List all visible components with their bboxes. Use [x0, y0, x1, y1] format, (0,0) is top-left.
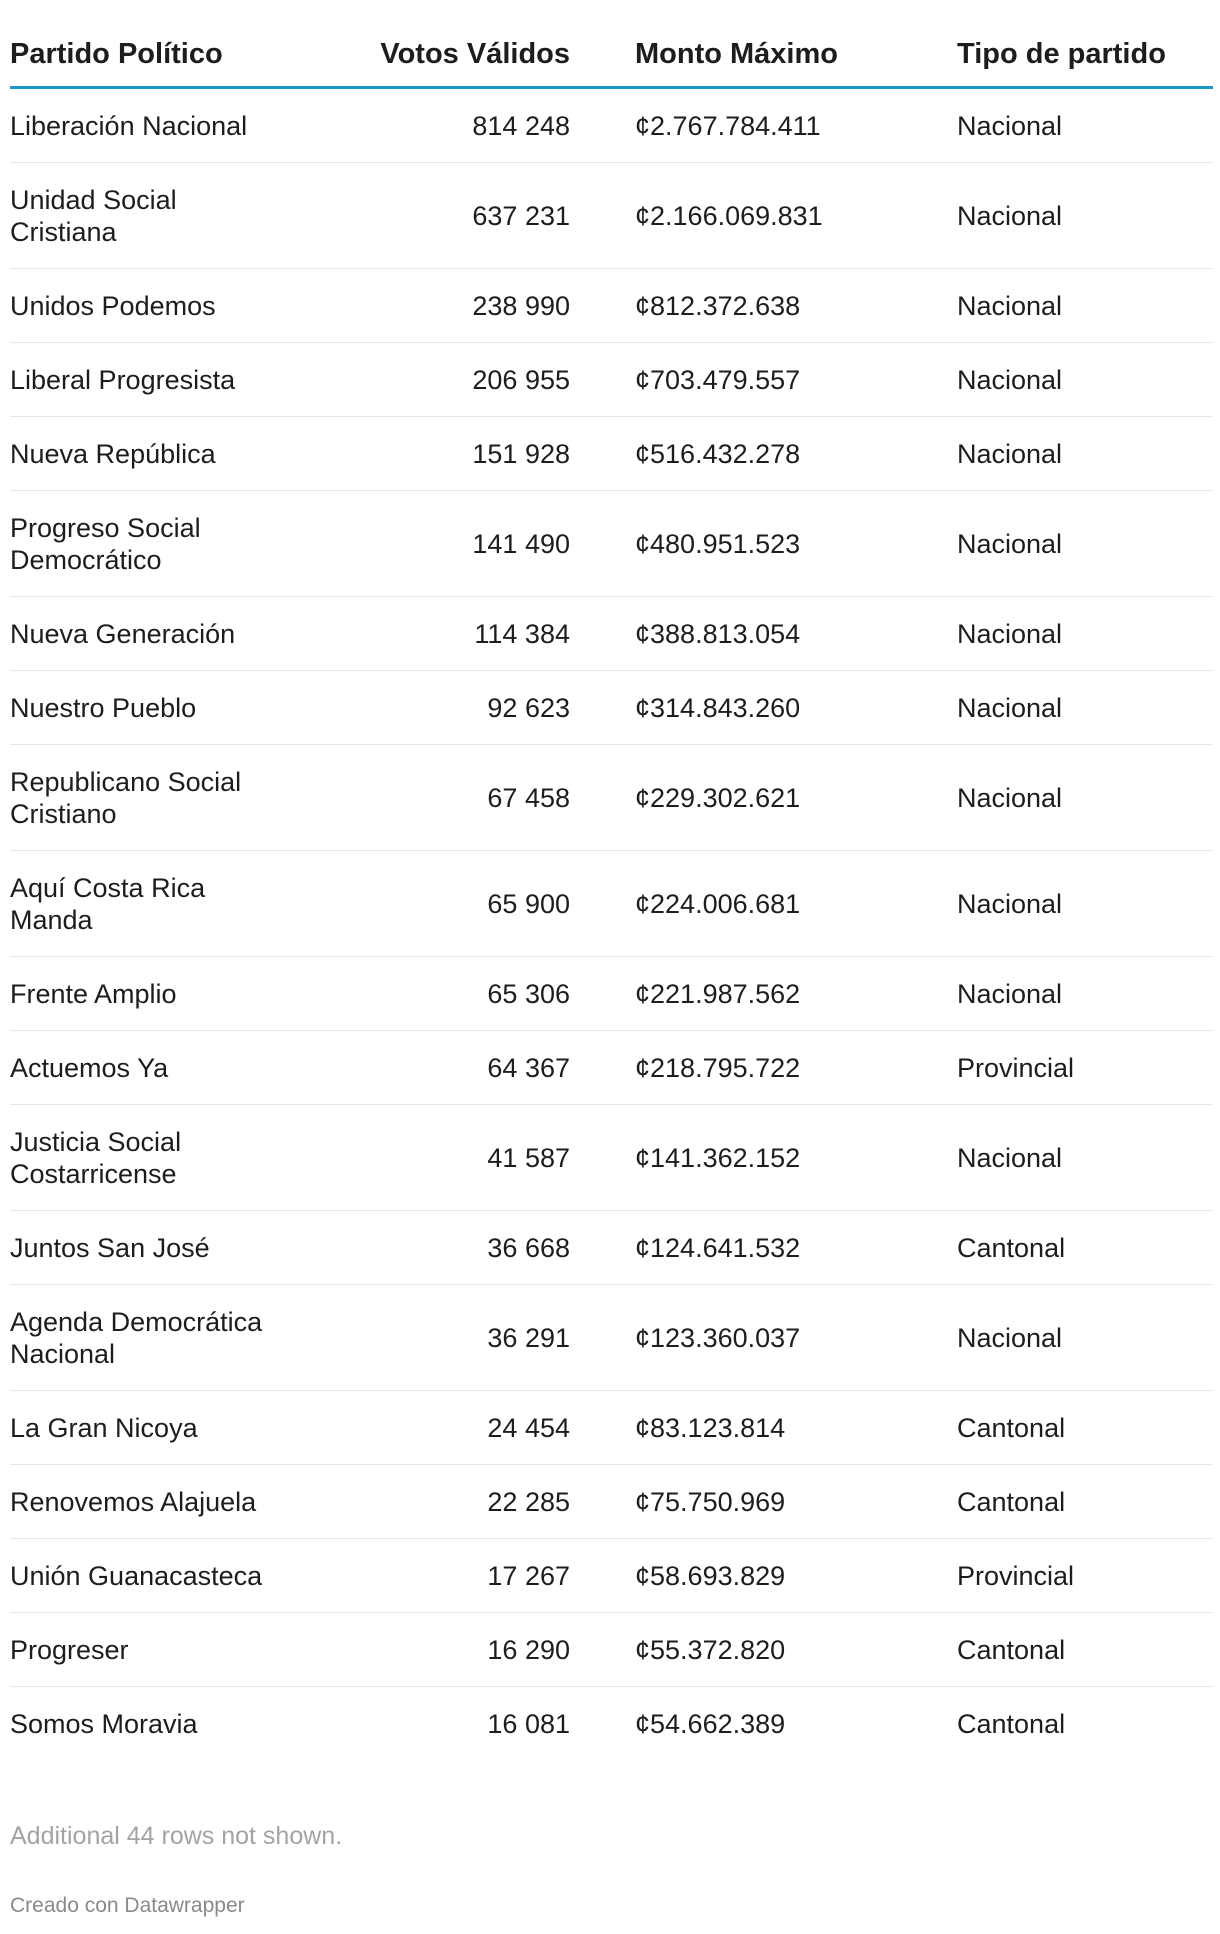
cell-partido: La Gran Nicoya: [10, 1391, 290, 1465]
table-row: [10, 1285, 1213, 1391]
table-row: [10, 671, 1213, 745]
cell-partido: Nueva Generación: [10, 597, 290, 671]
cell-monto: ¢123.360.037: [570, 1285, 957, 1391]
table-row: [10, 1031, 1213, 1105]
cell-votos: 814 248: [290, 88, 570, 163]
table-row: [10, 1391, 1213, 1465]
cell-votos: 41 587: [290, 1105, 570, 1211]
cell-tipo: Nacional: [957, 851, 1213, 957]
cell-partido: Republicano Social Cristiano: [10, 745, 290, 851]
cell-tipo: Nacional: [957, 1105, 1213, 1211]
cell-votos: 141 490: [290, 491, 570, 597]
table-row: [10, 491, 1213, 597]
cell-tipo: Nacional: [957, 163, 1213, 269]
table-row: [10, 745, 1213, 851]
cell-monto: ¢218.795.722: [570, 1031, 957, 1105]
cell-partido: Justicia Social Costarricense: [10, 1105, 290, 1211]
cell-partido: Progreso Social Democrático: [10, 491, 290, 597]
datawrapper-credit[interactable]: Creado con Datawrapper: [10, 1894, 245, 1917]
cell-votos: 17 267: [290, 1539, 570, 1613]
cell-tipo: Nacional: [957, 745, 1213, 851]
table-row: [10, 1465, 1213, 1539]
cell-monto: ¢812.372.638: [570, 269, 957, 343]
cell-monto: ¢221.987.562: [570, 957, 957, 1031]
cell-partido: Somos Moravia: [10, 1708, 198, 1739]
cell-votos: 16 081: [487, 1708, 570, 1739]
cell-monto: ¢124.641.532: [570, 1211, 957, 1285]
table-body: [10, 88, 1213, 1761]
cell-monto: ¢516.432.278: [570, 417, 957, 491]
table-row: [10, 851, 1213, 957]
cell-partido: Unión Guanacasteca: [10, 1539, 290, 1613]
cell-monto: ¢314.843.260: [570, 671, 957, 745]
header-row: [10, 36, 1213, 88]
cell-monto: ¢58.693.829: [570, 1539, 957, 1613]
cell-monto: ¢703.479.557: [570, 343, 957, 417]
cell-partido: Liberal Progresista: [10, 343, 290, 417]
cell-partido: Actuemos Ya: [10, 1031, 290, 1105]
table-row: [10, 597, 1213, 671]
table-row: [10, 343, 1213, 417]
cell-monto: ¢55.372.820: [570, 1613, 957, 1687]
cell-tipo: Nacional: [957, 88, 1213, 163]
cell-monto: ¢388.813.054: [570, 597, 957, 671]
cell-partido: Aquí Costa Rica Manda: [10, 851, 290, 957]
cell-tipo: Nacional: [957, 1285, 1213, 1391]
table-row: [10, 1613, 1213, 1687]
cell-monto: ¢75.750.969: [570, 1465, 957, 1539]
cell-monto: ¢480.951.523: [570, 491, 957, 597]
cell-tipo: Cantonal: [957, 1613, 1213, 1687]
table-row: [10, 1211, 1213, 1285]
cell-monto: ¢83.123.814: [570, 1391, 957, 1465]
cell-partido: Agenda Democrática Nacional: [10, 1285, 290, 1391]
table-header: [10, 36, 1213, 88]
cell-tipo: Nacional: [957, 417, 1213, 491]
cell-tipo: Nacional: [957, 671, 1213, 745]
cell-monto: ¢2.767.784.411: [570, 88, 957, 163]
table-row: [10, 1105, 1213, 1211]
table-row: [10, 88, 1213, 163]
cell-votos: 114 384: [290, 597, 570, 671]
cell-tipo: Cantonal: [957, 1211, 1213, 1285]
cell-monto: ¢54.662.389: [635, 1708, 786, 1739]
cell-tipo: Nacional: [957, 597, 1213, 671]
table-row: [10, 269, 1213, 343]
cell-votos: 16 290: [290, 1613, 570, 1687]
table-row: [10, 163, 1213, 269]
cell-partido: Frente Amplio: [10, 957, 290, 1031]
cell-partido: Unidos Podemos: [10, 269, 290, 343]
cell-partido: Unidad Social Cristiana: [10, 163, 290, 269]
cell-votos: 22 285: [290, 1465, 570, 1539]
cell-votos: 24 454: [290, 1391, 570, 1465]
cell-partido: Renovemos Alajuela: [10, 1465, 290, 1539]
rows-not-shown-note: Additional 44 rows not shown.: [10, 1822, 343, 1850]
column-header-monto[interactable]: Monto Máximo: [570, 36, 957, 88]
cell-votos: 637 231: [290, 163, 570, 269]
cell-monto: ¢141.362.152: [570, 1105, 957, 1211]
cell-votos: 65 306: [290, 957, 570, 1031]
cell-votos: 65 900: [290, 851, 570, 957]
cell-tipo: Provincial: [957, 1539, 1213, 1613]
cell-votos: 206 955: [290, 343, 570, 417]
cell-monto: ¢2.166.069.831: [570, 163, 957, 269]
cell-votos: 67 458: [290, 745, 570, 851]
table-row: [10, 1539, 1213, 1613]
cell-votos: 238 990: [290, 269, 570, 343]
cell-partido: Progreser: [10, 1613, 290, 1687]
cell-tipo: Nacional: [957, 957, 1213, 1031]
cell-monto: ¢224.006.681: [570, 851, 957, 957]
cell-tipo: Cantonal: [957, 1708, 1066, 1739]
cell-tipo: Cantonal: [957, 1391, 1213, 1465]
cell-votos: 64 367: [290, 1031, 570, 1105]
cell-partido: Nuestro Pueblo: [10, 671, 290, 745]
cell-votos: 36 668: [290, 1211, 570, 1285]
party-funding-table: [10, 36, 1213, 1760]
cell-partido: Liberación Nacional: [10, 88, 290, 163]
column-header-votos[interactable]: Votos Válidos: [290, 36, 570, 88]
cell-partido: Nueva República: [10, 417, 290, 491]
cell-tipo: Cantonal: [957, 1465, 1213, 1539]
cell-tipo: Nacional: [957, 269, 1213, 343]
cell-votos: 151 928: [290, 417, 570, 491]
table-row: [10, 957, 1213, 1031]
cell-votos: 92 623: [290, 671, 570, 745]
table-row: [10, 417, 1213, 491]
column-header-partido[interactable]: Partido Político: [10, 36, 290, 88]
cell-tipo: Nacional: [957, 343, 1213, 417]
cell-votos: 36 291: [290, 1285, 570, 1391]
column-header-tipo[interactable]: Tipo de partido: [957, 36, 1213, 88]
cell-tipo: Nacional: [957, 491, 1213, 597]
cell-tipo: Provincial: [957, 1031, 1213, 1105]
cell-monto: ¢229.302.621: [570, 745, 957, 851]
cell-partido: Juntos San José: [10, 1211, 290, 1285]
table-row: [10, 1687, 1213, 1761]
